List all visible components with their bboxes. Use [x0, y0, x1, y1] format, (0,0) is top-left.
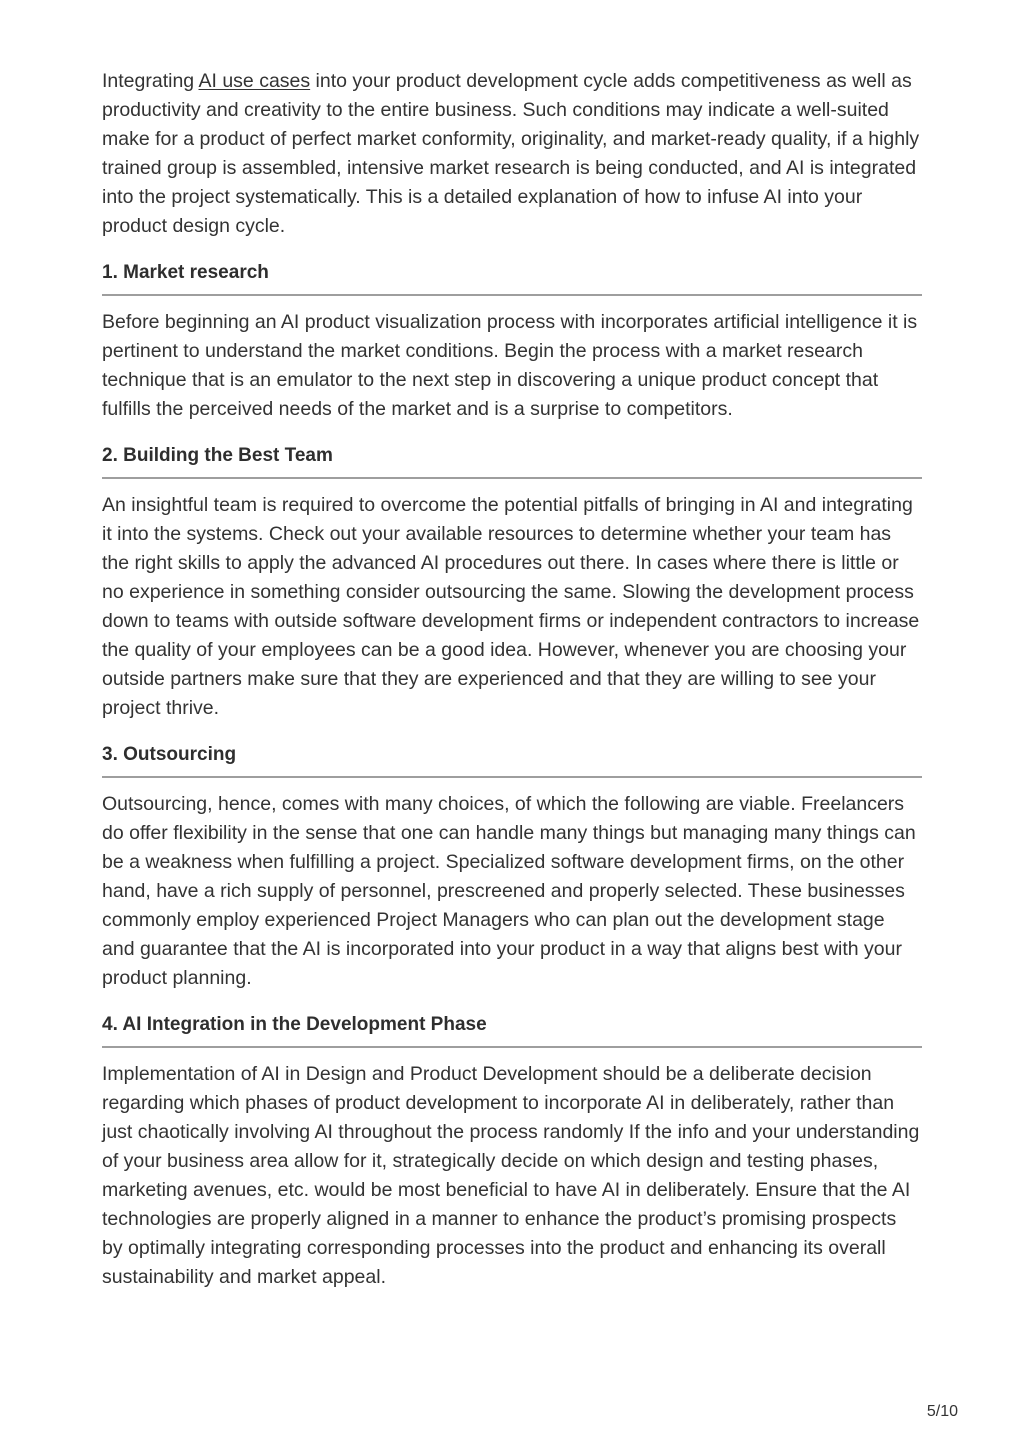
ai-use-cases-link[interactable]: AI use cases: [198, 70, 311, 92]
section-heading-outsourcing: 3. Outsourcing: [102, 743, 922, 778]
intro-paragraph: [102, 67, 922, 241]
section-paragraph-ai-integration: Implementation of AI in Design and Product Development should be a deliberate decision regarding which phases of product development to incorporate AI in deliberately, rather than just chaotically involving AI throughout the process randomly If the info and your understanding of your business area allow for it, strategically decide on which design and testing phases, marketing avenues, etc. would be most beneficial to have AI in deliberately. Ensure that the AI technologies are properly aligned in a manner to enhance the product’s promising prospects by optimally integrating corresponding processes into the product and enhancing its overall sustainability and market appeal.: [102, 1063, 920, 1288]
section-paragraph-outsourcing: Outsourcing, hence, comes with many choices, of which the following are viable. Freelancers do offer flexibility in the sense that one can handle many things but managing many things can be a weakness when fulfilling a project. Specialized software development firms, on the other hand, have a rich supply of personnel, prescreened and properly selected. These businesses commonly employ experienced Project Managers who can plan out the development stage and guarantee that the AI is incorporated into your product in a way that aligns best with your product planning.: [102, 793, 916, 989]
page-number: 5/10: [926, 1403, 958, 1420]
section-heading-building-best-team: 2. Building the Best Team: [102, 444, 922, 479]
intro-text-before-link: Integrating: [102, 70, 199, 92]
section-paragraph-building-best-team: An insightful team is required to overcome the potential pitfalls of bringing in AI and integrating it into the systems. Check out your available resources to determine whether your team has the right skills to apply the advanced AI procedures out there. In cases where there is little or no experience in something consider outsourcing the same. Slowing the development process down to teams with outside software development firms or independent contractors to increase the quality of your employees can be a good idea. However, whenever you are choosing your outside partners make sure that they are experienced and that they are willing to see your project thrive.: [102, 494, 920, 719]
article-content: [102, 0, 922, 1312]
section-paragraph-market-research: Before beginning an AI product visualization process with incorporates artificial intelligence it is pertinent to understand the market conditions. Begin the process with a market research technique that is an emulator to the next step in discovering a unique product concept that fulfills the perceived needs of the market and is a surprise to competitors.: [102, 311, 918, 420]
section-heading-ai-integration: 4. AI Integration in the Development Phase: [102, 1013, 922, 1048]
section-heading-market-research: 1. Market research: [102, 261, 922, 296]
intro-text-after-link: into your product development cycle adds competitiveness as well as productivity and creativity to the entire business. Such conditions may indicate a well-suited make for a product of perfect market conformity, originality, and market-ready quality, if a highly trained group is assembled, intensive market research is being conducted, and AI is integrated into the project systematically. This is a detailed explanation of how to infuse AI into your product design cycle.: [102, 70, 920, 237]
